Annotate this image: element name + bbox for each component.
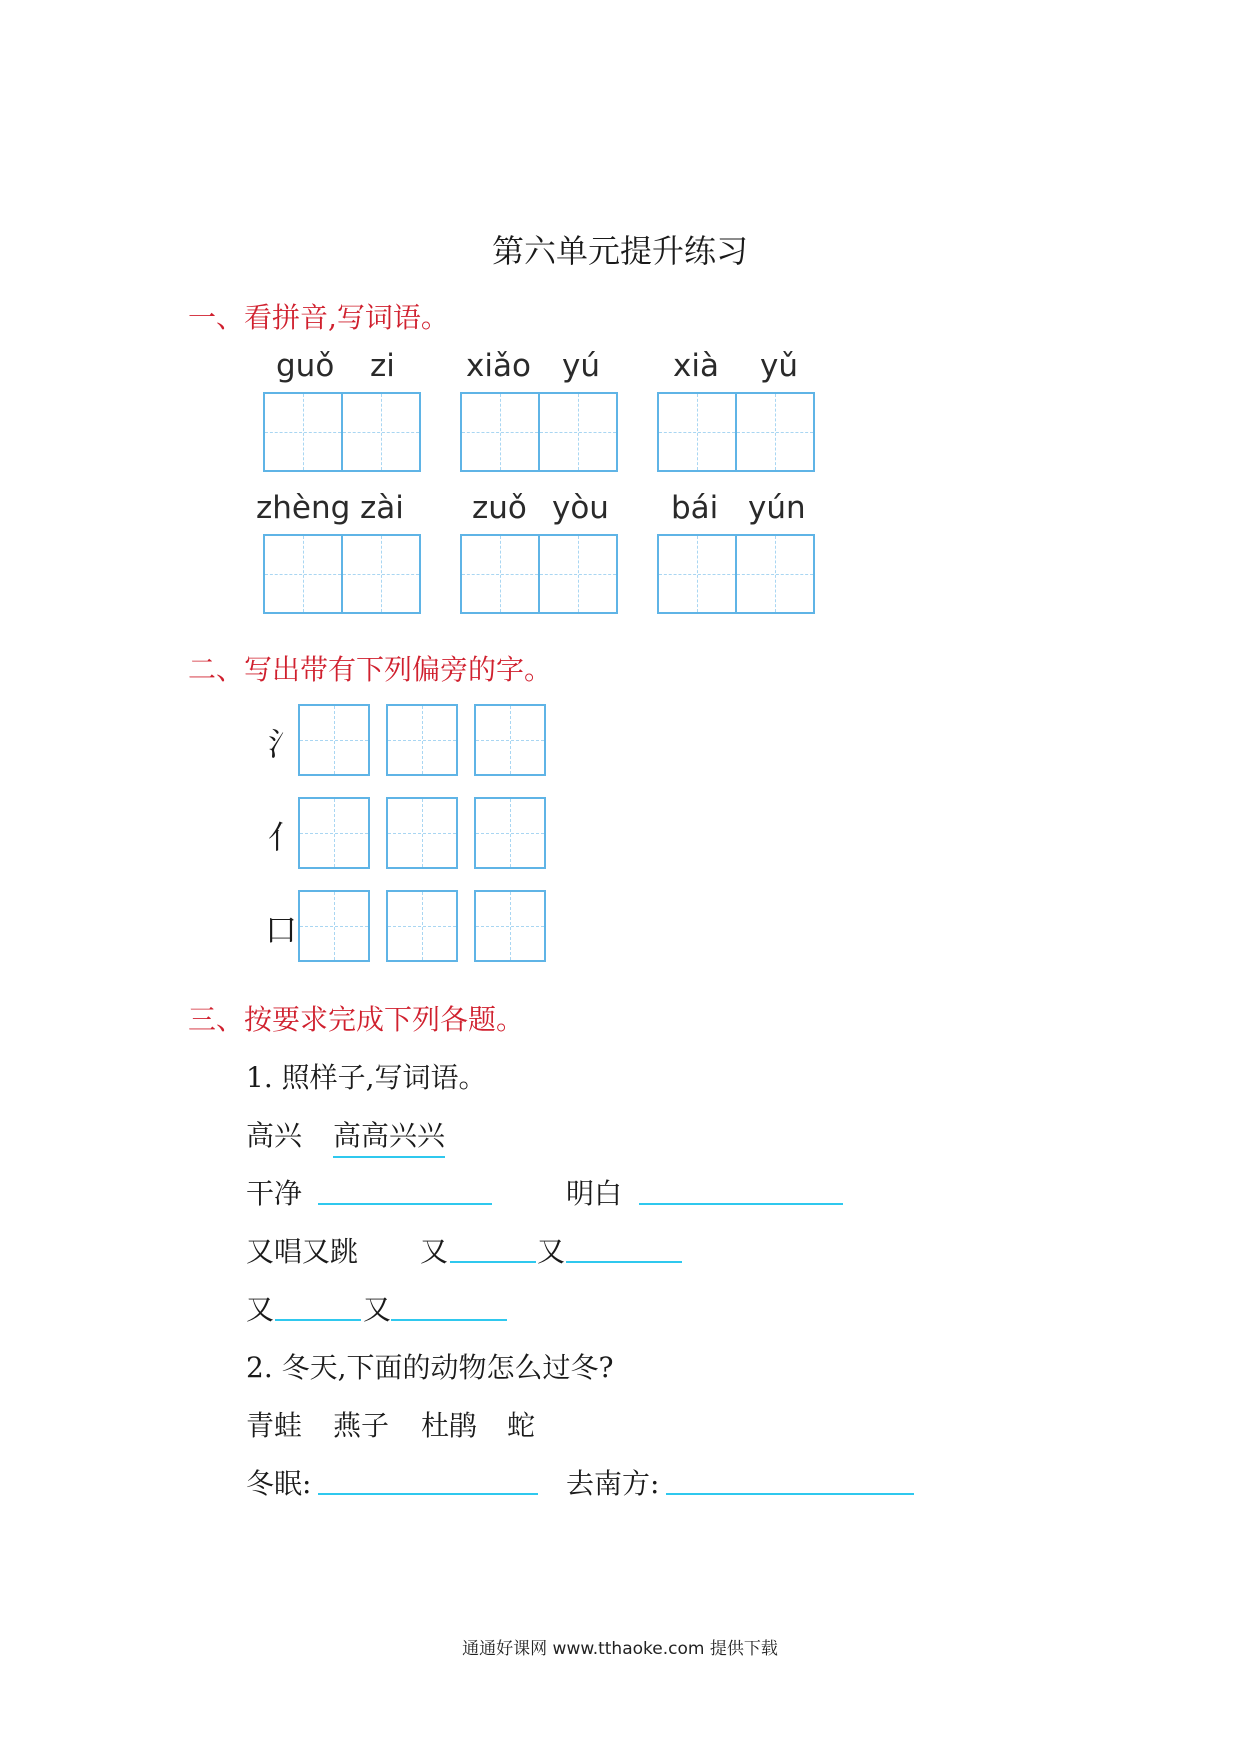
answer-line[interactable]: [666, 1493, 914, 1495]
answer-line[interactable]: [275, 1319, 361, 1321]
pinyin-label: yǔ: [760, 348, 798, 384]
writing-box-pair[interactable]: [263, 534, 423, 614]
word-label: 干净: [246, 1177, 303, 1210]
you-char: 又: [246, 1293, 275, 1326]
tianzige-cell[interactable]: [657, 534, 737, 614]
pinyin-label: bái: [671, 490, 719, 526]
answer-line[interactable]: [318, 1203, 492, 1205]
writing-cell[interactable]: [474, 704, 546, 776]
tianzige-cell[interactable]: [341, 534, 421, 614]
answer-line[interactable]: [318, 1493, 538, 1495]
writing-box-pair[interactable]: [657, 534, 817, 614]
example-word: 高兴: [246, 1119, 303, 1152]
pinyin-label: xià: [673, 348, 719, 384]
animal-label: 杜鹃: [421, 1409, 478, 1442]
pinyin-label: guǒ: [276, 348, 335, 384]
tianzige-cell[interactable]: [657, 392, 737, 472]
writing-cell[interactable]: [298, 797, 370, 869]
pinyin-label: yún: [748, 490, 806, 526]
tianzige-cell[interactable]: [538, 392, 618, 472]
pinyin-label: yú: [562, 348, 600, 384]
pinyin-label: xiǎo: [466, 348, 531, 384]
tianzige-cell[interactable]: [460, 534, 540, 614]
radical-label: 口: [265, 911, 298, 949]
pattern-word: 又唱又跳: [246, 1235, 359, 1268]
radical-label: 亻: [268, 818, 301, 856]
section-1-heading: 一、看拼音,写词语。: [188, 301, 449, 334]
writing-cell[interactable]: [474, 797, 546, 869]
writing-cell[interactable]: [298, 704, 370, 776]
tianzige-cell[interactable]: [735, 392, 815, 472]
pinyin-label: zhèng: [256, 490, 351, 526]
pinyin-label: zuǒ: [472, 490, 527, 526]
tianzige-cell[interactable]: [341, 392, 421, 472]
animal-label: 燕子: [333, 1409, 390, 1442]
animal-label: 蛇: [507, 1409, 536, 1442]
writing-cell[interactable]: [474, 890, 546, 962]
radical-label: 氵: [268, 725, 301, 763]
answer-line[interactable]: [639, 1203, 843, 1205]
category-label: 冬眠:: [246, 1467, 312, 1500]
word-label: 明白: [566, 1177, 623, 1210]
section-2-heading: 二、写出带有下列偏旁的字。: [188, 653, 553, 686]
tianzige-cell[interactable]: [735, 534, 815, 614]
footer-text: 通通好课网 www.tthaoke.com 提供下载: [462, 1639, 778, 1659]
tianzige-cell[interactable]: [263, 534, 343, 614]
writing-box-pair[interactable]: [460, 392, 620, 472]
writing-box-pair[interactable]: [460, 534, 620, 614]
page-title: 第六单元提升练习: [491, 232, 748, 270]
writing-cell[interactable]: [298, 890, 370, 962]
category-label: 去南方:: [566, 1467, 660, 1500]
pinyin-label: zi: [370, 348, 395, 384]
tianzige-cell[interactable]: [538, 534, 618, 614]
answer-line[interactable]: [566, 1261, 682, 1263]
you-char: 又: [363, 1293, 392, 1326]
answer-line[interactable]: [450, 1261, 536, 1263]
tianzige-cell[interactable]: [460, 392, 540, 472]
tianzige-cell[interactable]: [263, 392, 343, 472]
question-2-prompt: 2. 冬天,下面的动物怎么过冬?: [246, 1351, 614, 1384]
answer-line[interactable]: [391, 1319, 507, 1321]
question-1-prompt: 1. 照样子,写词语。: [246, 1061, 487, 1094]
you-char: 又: [537, 1235, 566, 1268]
pinyin-label: yòu: [552, 490, 609, 526]
writing-cell[interactable]: [386, 890, 458, 962]
writing-cell[interactable]: [386, 797, 458, 869]
example-answer: 高高兴兴: [333, 1114, 445, 1158]
you-char: 又: [420, 1235, 449, 1268]
section-3-heading: 三、按要求完成下列各题。: [188, 1003, 525, 1036]
pinyin-label: zài: [360, 490, 404, 526]
writing-box-pair[interactable]: [657, 392, 817, 472]
animal-label: 青蛙: [246, 1409, 303, 1442]
writing-cell[interactable]: [386, 704, 458, 776]
writing-box-pair[interactable]: [263, 392, 423, 472]
